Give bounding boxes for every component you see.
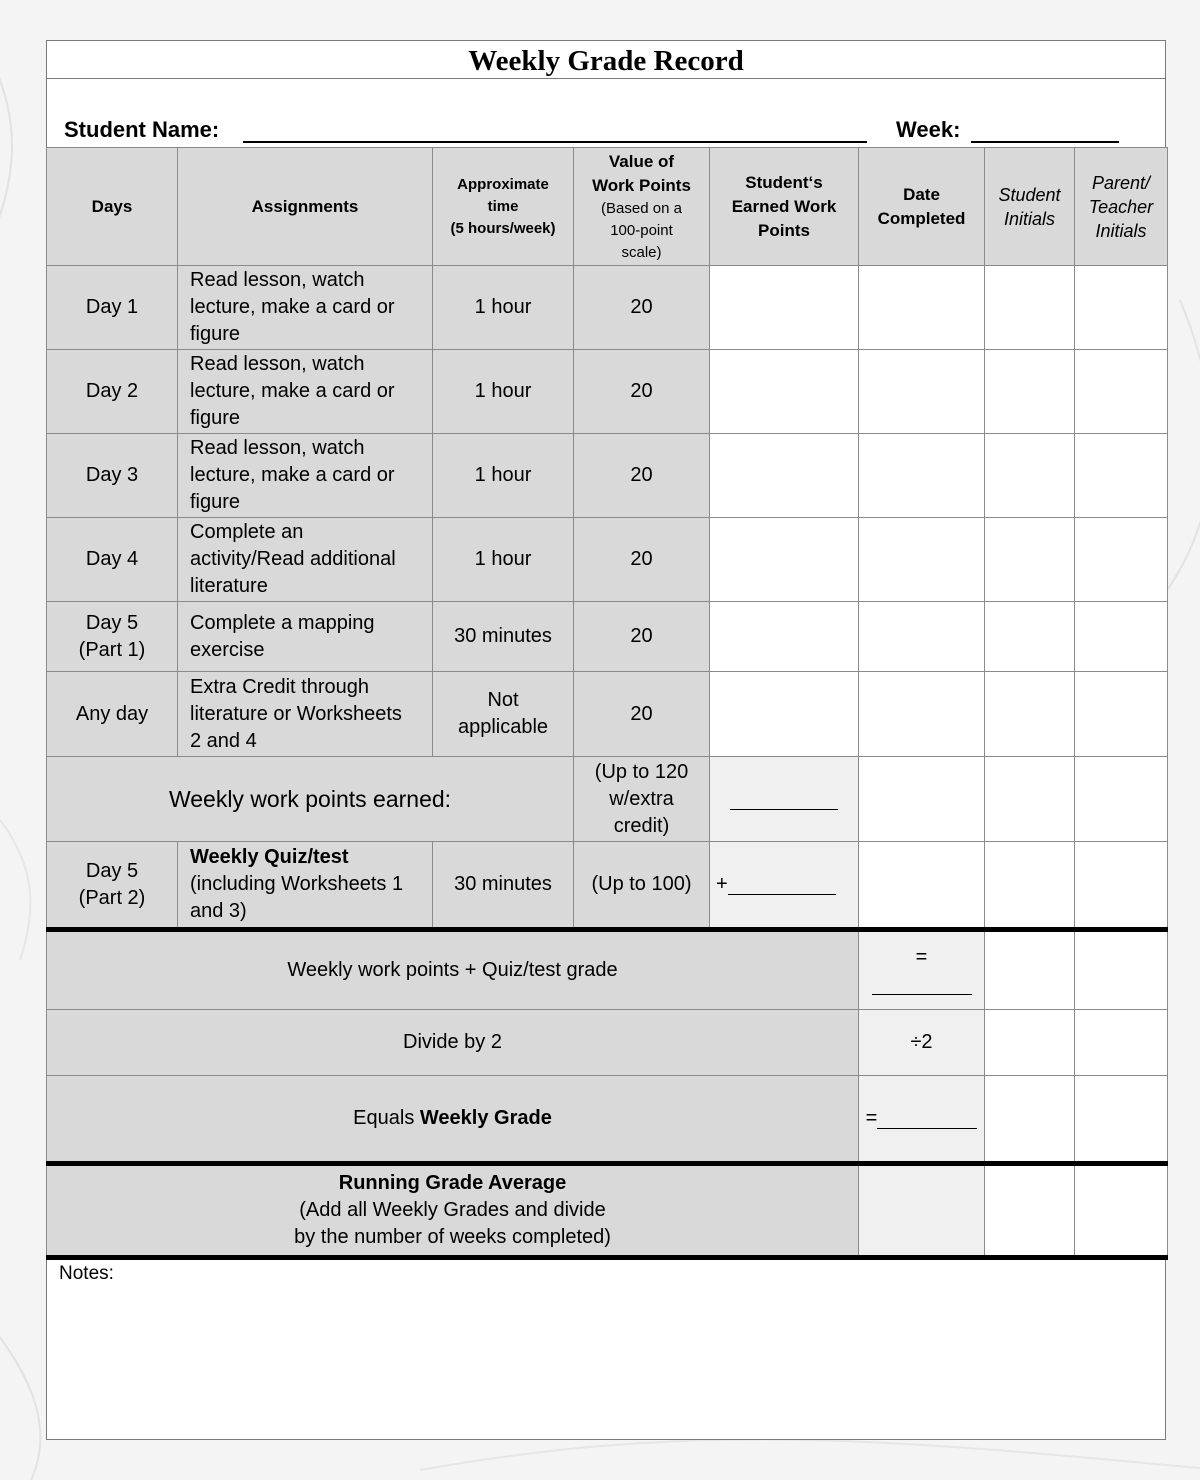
header-student-initials: Student Initials [985, 148, 1075, 266]
header-date-completed: Date Completed [859, 148, 985, 266]
student-initials-input[interactable] [1075, 1164, 1168, 1258]
time-cell: 30 minutes [433, 602, 574, 672]
date-completed-input[interactable] [859, 602, 985, 672]
day-cell: Day 4 [47, 518, 178, 602]
divide-value: ÷2 [859, 1010, 985, 1076]
date-completed-input[interactable] [985, 1076, 1075, 1164]
table-row [47, 350, 1168, 434]
date-completed-input[interactable] [859, 842, 985, 930]
quiz-row [47, 842, 1168, 930]
table-row [47, 518, 1168, 602]
header-earned-points: Student‘s Earned Work Points [710, 148, 859, 266]
equals-label: Equals Weekly Grade [47, 1076, 859, 1164]
student-initials-input[interactable] [985, 350, 1075, 434]
parent-initials-input[interactable] [1075, 518, 1168, 602]
points-cell: 20 [574, 518, 710, 602]
date-completed-input[interactable] [859, 672, 985, 757]
sum-label: Weekly work points + Quiz/test grade [47, 930, 859, 1010]
week-field[interactable] [971, 141, 1119, 143]
weekly-points-row [47, 757, 1168, 842]
student-name-field[interactable] [243, 141, 867, 143]
parent-initials-input[interactable] [1075, 434, 1168, 518]
weekly-grade-input[interactable]: = [859, 1076, 985, 1164]
parent-initials-input[interactable] [1075, 602, 1168, 672]
weekly-points-label: Weekly work points earned: [47, 757, 574, 842]
points-cell: 20 [574, 266, 710, 350]
day-cell: Any day [47, 672, 178, 757]
header-assignments: Assignments [178, 148, 433, 266]
sum-input[interactable]: = [859, 930, 985, 1010]
day-cell: Day 1 [47, 266, 178, 350]
student-initials-input[interactable] [985, 266, 1075, 350]
student-initials-input[interactable] [985, 842, 1075, 930]
sum-row [47, 930, 1168, 1010]
date-completed-input[interactable] [859, 266, 985, 350]
time-cell: 1 hour [433, 518, 574, 602]
weekly-points-input[interactable] [710, 757, 859, 842]
student-initials-input[interactable] [985, 672, 1075, 757]
time-cell: 1 hour [433, 350, 574, 434]
table-row [47, 266, 1168, 350]
date-completed-input[interactable] [859, 350, 985, 434]
earned-points-input[interactable] [710, 350, 859, 434]
student-initials-input[interactable] [1075, 930, 1168, 1010]
points-cell: 20 [574, 350, 710, 434]
header-time: Approximate time (5 hours/week) [433, 148, 574, 266]
quiz-grade-input[interactable]: + [710, 842, 859, 930]
parent-initials-input[interactable] [1075, 672, 1168, 757]
earned-points-input[interactable] [710, 266, 859, 350]
date-completed-input[interactable] [859, 518, 985, 602]
table-row [47, 602, 1168, 672]
assignment-cell: Complete an activity/Read additional literature [178, 518, 433, 602]
points-cell: 20 [574, 434, 710, 518]
grade-record-sheet [46, 40, 1166, 1440]
notes-label: Notes: [59, 1263, 114, 1284]
assignment-cell: Read lesson, watch lecture, make a card or figure [178, 266, 433, 350]
earned-points-input[interactable] [710, 672, 859, 757]
student-initials-input[interactable] [1075, 1010, 1168, 1076]
running-average-row [47, 1164, 1168, 1258]
earned-points-input[interactable] [710, 434, 859, 518]
points-cell: 20 [574, 672, 710, 757]
date-completed-input[interactable] [985, 930, 1075, 1010]
equals-row [47, 1076, 1168, 1164]
quiz-assignment-cell: Weekly Quiz/test (including Worksheets 1 and 3) [178, 842, 433, 930]
date-completed-input[interactable] [985, 1164, 1075, 1258]
student-name-label: Student Name: [64, 117, 220, 142]
date-completed-input[interactable] [859, 757, 985, 842]
student-initials-input[interactable] [985, 757, 1075, 842]
parent-initials-input[interactable] [1075, 842, 1168, 930]
day-cell: Day 5 (Part 2) [47, 842, 178, 930]
assignment-cell: Read lesson, watch lecture, make a card or figure [178, 350, 433, 434]
assignment-cell: Extra Credit through literature or Worksheets 2 and 4 [178, 672, 433, 757]
parent-initials-input[interactable] [1075, 266, 1168, 350]
time-cell: 1 hour [433, 434, 574, 518]
header-parent-initials: Parent/ Teacher Initials [1075, 148, 1168, 266]
earned-points-input[interactable] [710, 518, 859, 602]
day-cell: Day 3 [47, 434, 178, 518]
student-initials-input[interactable] [985, 434, 1075, 518]
student-initials-input[interactable] [1075, 1076, 1168, 1164]
assignment-cell: Complete a mapping exercise [178, 602, 433, 672]
time-cell: Not applicable [433, 672, 574, 757]
parent-initials-input[interactable] [1075, 350, 1168, 434]
table-row [47, 672, 1168, 757]
points-cell: 20 [574, 602, 710, 672]
time-cell: 1 hour [433, 266, 574, 350]
date-completed-input[interactable] [985, 1010, 1075, 1076]
earned-points-input[interactable] [710, 602, 859, 672]
student-initials-input[interactable] [985, 518, 1075, 602]
quiz-value-cell: (Up to 100) [574, 842, 710, 930]
student-initials-input[interactable] [985, 602, 1075, 672]
running-average-input[interactable] [859, 1164, 985, 1258]
header-row [47, 148, 1168, 266]
header-value: Value of Work Points (Based on a 100-point scale) [574, 148, 710, 266]
weekly-points-value: (Up to 120 w/extra credit) [574, 757, 710, 842]
assignment-cell: Read lesson, watch lecture, make a card or figure [178, 434, 433, 518]
page-title: Weekly Grade Record [47, 41, 1165, 79]
divide-row [47, 1010, 1168, 1076]
day-cell: Day 2 [47, 350, 178, 434]
running-average-label: Running Grade Average (Add all Weekly Grades and divide by the number of weeks completed) [47, 1164, 859, 1258]
grade-table [46, 147, 1168, 1260]
header-days: Days [47, 148, 178, 266]
week-label: Week: [896, 117, 961, 142]
divide-label: Divide by 2 [47, 1010, 859, 1076]
table-row [47, 434, 1168, 518]
parent-initials-input[interactable] [1075, 757, 1168, 842]
day-cell: Day 5 (Part 1) [47, 602, 178, 672]
time-cell: 30 minutes [433, 842, 574, 930]
date-completed-input[interactable] [859, 434, 985, 518]
